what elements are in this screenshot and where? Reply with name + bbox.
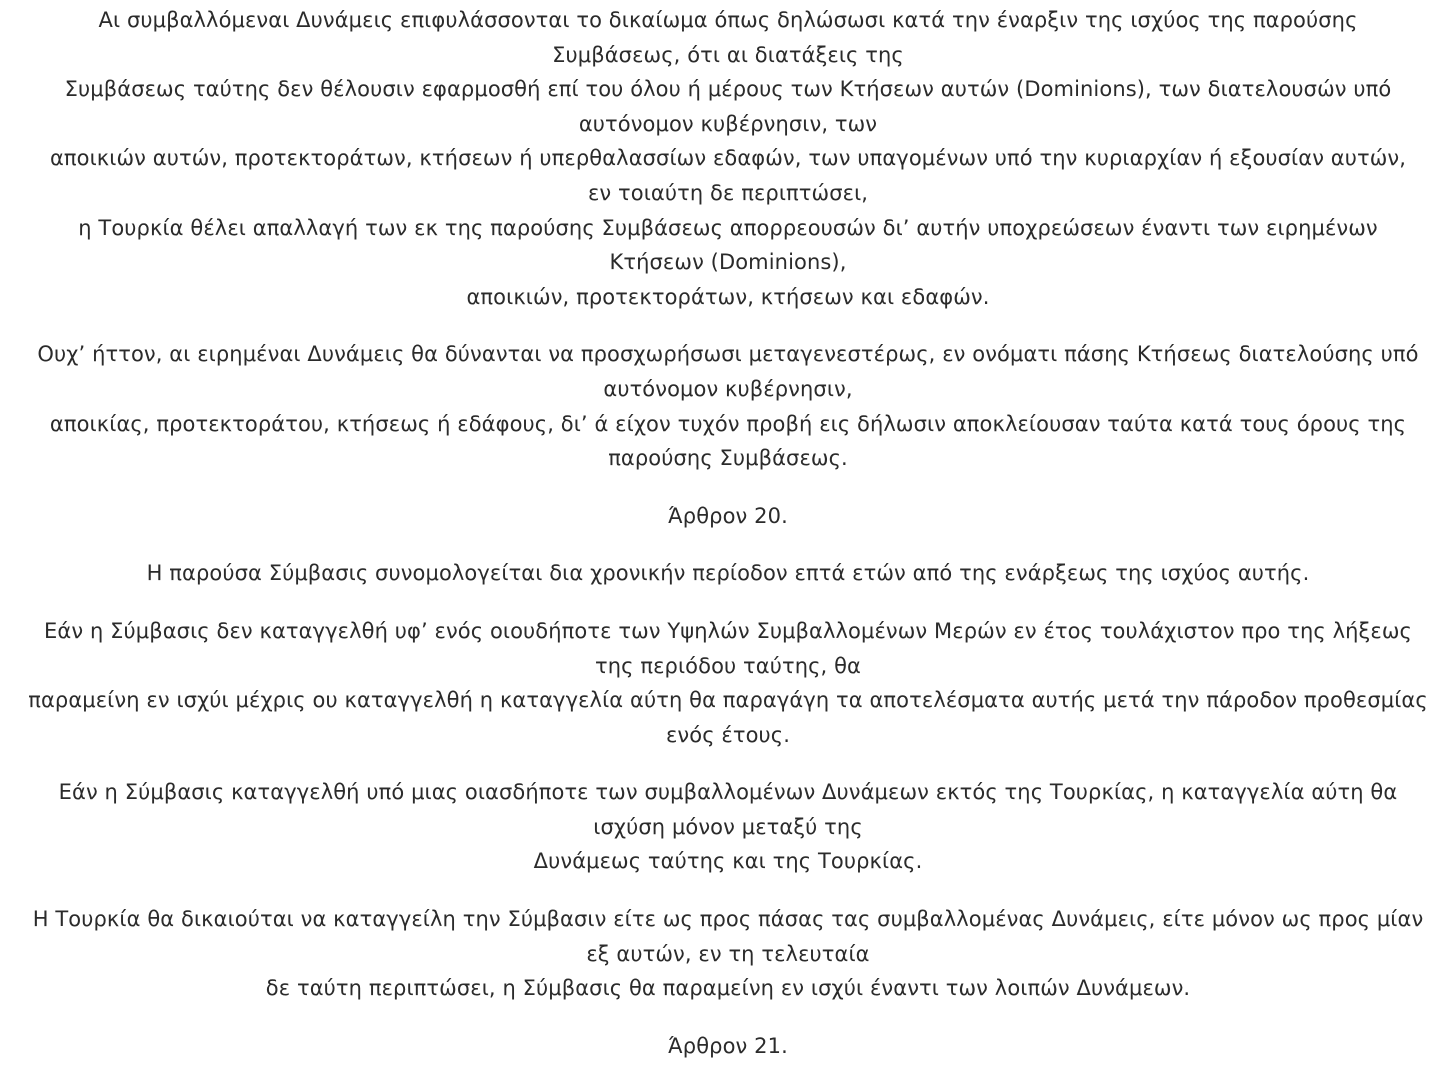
text-line: ενός έτους. xyxy=(665,722,791,747)
paragraph xyxy=(0,902,1456,1006)
text-line: Ουχ’ ήττον, αι ειρημέναι Δυνάμεις θα δύνανται να προσχωρήσωσι μεταγενεστέρως, εν ονόματι πάσης Κτήσεως διατελούσης υπό xyxy=(37,342,1419,367)
article-number: Άρθρον 21. xyxy=(668,1033,788,1058)
text-line: παραμείνη εν ισχύι μέχρις ου καταγγελθή η καταγγελία αύτη θα παραγάγη τα αποτελέσματα αυτής μετά την πάροδον προθεσμίας xyxy=(28,688,1428,713)
text-line: Εάν η Σύμβασις καταγγελθή υπό μιας οιασδήποτε των συμβαλλομένων Δυνάμεων εκτός της Τουρκίας, η καταγγελία αύτη θα xyxy=(58,780,1398,805)
paragraph xyxy=(0,614,1456,752)
text-line: η Τουρκία θέλει απαλλαγή των εκ της παρούσης Συμβάσεως απορρεουσών δι’ αυτήν υποχρεώσεων έναντι των ειρημένων xyxy=(78,215,1378,240)
text-line: εξ αυτών, εν τη τελευταία xyxy=(586,941,870,966)
text-line: Κτήσεων (Dominions), xyxy=(609,250,847,275)
article-heading xyxy=(0,499,1456,534)
text-line: της περιόδου ταύτης, θα xyxy=(594,653,861,678)
paragraph xyxy=(0,3,1456,314)
text-line: δε ταύτη περιπτώσει, η Σύμβασις θα παραμείνη εν ισχύι έναντι των λοιπών Δυνάμεων. xyxy=(265,976,1191,1001)
text-line: ισχύση μόνον μεταξύ της xyxy=(593,814,863,839)
article-number: Άρθρον 20. xyxy=(668,503,788,528)
text-line: Η παρούσα Σύμβασις συνομολογείται δια χρονικήν περίοδον επτά ετών από της ενάρξεως της ισχύος αυτής. xyxy=(146,561,1310,586)
text-line: Δυνάμεως ταύτης και της Τουρκίας. xyxy=(533,849,923,874)
document-body xyxy=(0,3,1456,1063)
text-line: αυτόνομον κυβέρνησιν, xyxy=(603,376,853,401)
text-line: αποικίας, προτεκτοράτου, κτήσεως ή εδάφους, δι’ ά είχον τυχόν προβή εις δήλωσιν αποκλείουσαν ταύτα κατά τους όρους της xyxy=(49,411,1407,436)
paragraph xyxy=(0,337,1456,475)
paragraph xyxy=(0,556,1456,591)
text-line: εν τοιαύτη δε περιπτώσει, xyxy=(587,180,869,205)
text-line: αυτόνομον κυβέρνησιν, των xyxy=(578,111,878,136)
text-line: Η Τουρκία θα δικαιούται να καταγγείλη την Σύμβασιν είτε ως προς πάσας τας συμβαλλομένας Δυνάμεις, είτε μόνον ως προς μίαν xyxy=(32,907,1424,932)
article-heading xyxy=(0,1029,1456,1064)
paragraph xyxy=(0,775,1456,879)
text-line: Συμβάσεως, ότι αι διατάξεις της xyxy=(552,42,904,67)
text-line: αποικιών αυτών, προτεκτοράτων, κτήσεων ή υπερθαλασσίων εδαφών, των υπαγομένων υπό την κυριαρχίαν ή εξουσίαν αυτών, xyxy=(49,146,1407,171)
text-line: παρούσης Συμβάσεως. xyxy=(608,446,848,471)
text-line: Εάν η Σύμβασις δεν καταγγελθή υφ’ ενός οιουδήποτε των Υψηλών Συμβαλλομένων Μερών εν έτος τουλάχιστον προ της λήξεως xyxy=(44,618,1412,643)
text-line: αποικιών, προτεκτοράτων, κτήσεων και εδαφών. xyxy=(466,284,990,309)
text-line: Συμβάσεως ταύτης δεν θέλουσιν εφαρμοσθή επί του όλου ή μέρους των Κτήσεων αυτών (Dominions), των διατελουσών υπό xyxy=(64,77,1392,102)
text-line: Αι συμβαλλόμεναι Δυνάμεις επιφυλάσσονται το δικαίωμα όπως δηλώσωσι κατά την έναρξιν της ισχύος της παρούσης xyxy=(98,8,1358,32)
